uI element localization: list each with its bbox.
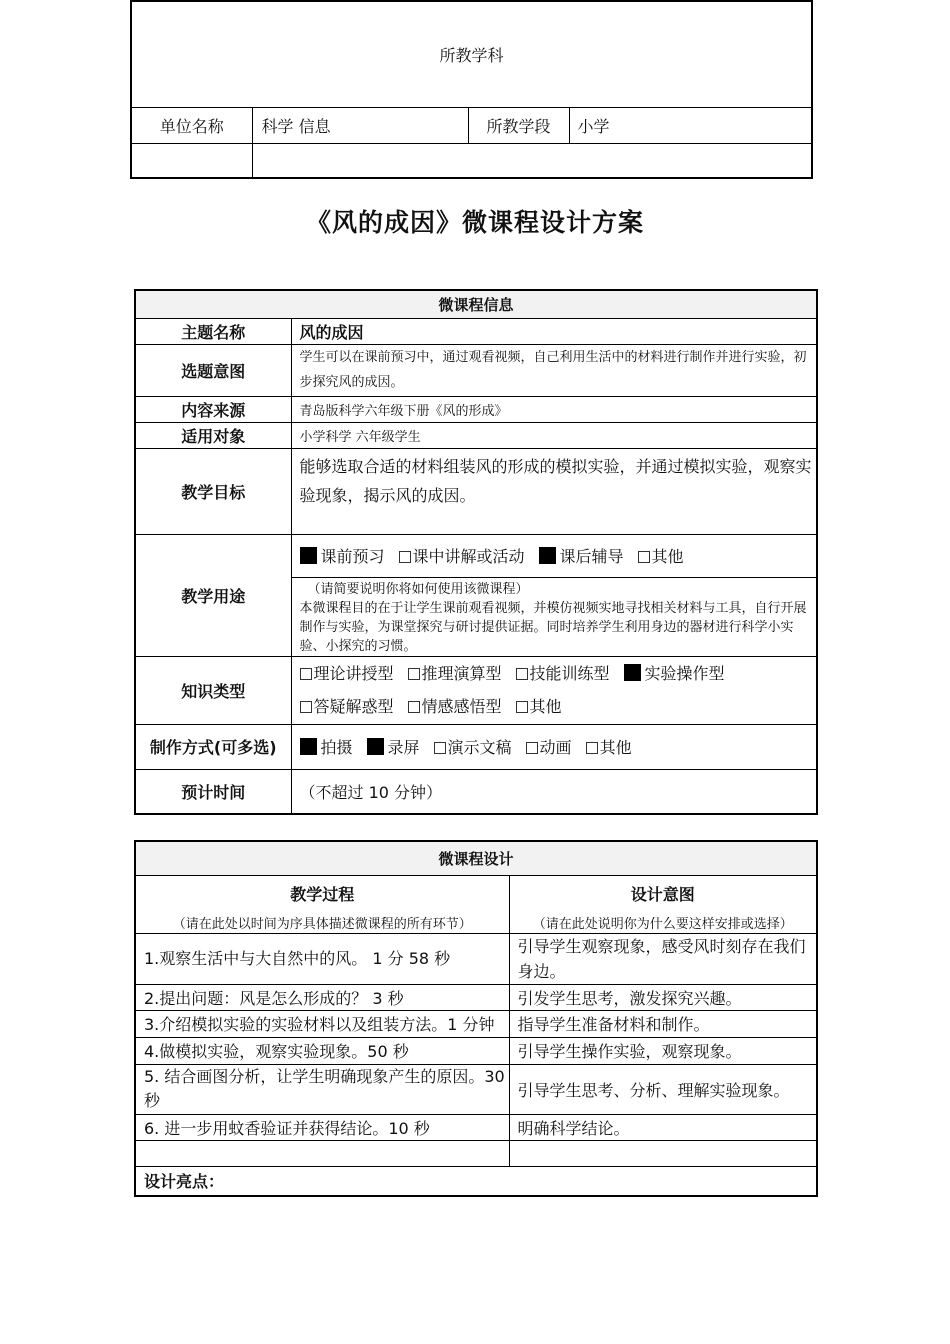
goal-value: 能够选取合适的材料组装风的形成的模拟实验，并通过模拟实验，观察实验现象，揭示风的成因。 [291, 448, 817, 534]
unit-label: 单位名称 [131, 107, 252, 143]
checkbox-icon[interactable] [586, 742, 598, 754]
col1-header [135, 875, 509, 933]
intent-label: 选题意图 [135, 344, 291, 396]
intent-cell: 引导学生操作实验，观察现象。 [509, 1037, 817, 1064]
checkbox-icon[interactable] [638, 551, 650, 563]
topic-label: 主题名称 [135, 318, 291, 344]
info-section-title: 微课程信息 [135, 290, 817, 318]
option-knowledge_options-0[interactable] [300, 664, 394, 683]
source-value: 青岛版科学六年级下册《风的形成》 [291, 396, 817, 422]
checkbox-icon[interactable] [408, 668, 420, 680]
goal-label: 教学目标 [135, 448, 291, 534]
checked-checkbox-icon[interactable] [624, 664, 641, 681]
intent-cell: 指导学生准备材料和制作。 [509, 1010, 817, 1037]
page-title: 《风的成因》微课程设计方案 [305, 208, 644, 237]
option-label: 实验操作型 [644, 664, 725, 683]
col1-hint: （请在此处以时间为序具体描述微课程的所有环节） [172, 916, 472, 932]
usage-description [291, 577, 817, 656]
design-section-title: 微课程设计 [135, 841, 817, 875]
process-cell: 3.介绍模拟实验的实验材料以及组装方法。1 分钟 [135, 1010, 509, 1037]
table-row [135, 984, 817, 1010]
option-method_options-0[interactable] [300, 738, 353, 757]
intent-value: 学生可以在课前预习中，通过观看视频，自己利用生活中的材料进行制作并进行实验，初步探究风的成因。 [291, 344, 817, 396]
checked-checkbox-icon[interactable] [300, 738, 317, 755]
process-cell: 4.做模拟实验，观察实验现象。50 秒 [135, 1037, 509, 1064]
checkbox-icon[interactable] [300, 668, 312, 680]
option-label: 演示文稿 [447, 738, 512, 757]
empty-cell [131, 143, 252, 178]
checkbox-icon[interactable] [434, 742, 446, 754]
table-row [135, 1010, 817, 1037]
table-row [135, 1114, 817, 1140]
col2-hint: （请在此处说明你为什么要这样安排或选择） [532, 916, 793, 932]
checkbox-icon[interactable] [408, 701, 420, 713]
option-label: 技能训练型 [529, 664, 610, 683]
option-usage_options-1[interactable] [399, 547, 525, 566]
col1-title: 教学过程 [290, 884, 355, 904]
usage-label: 教学用途 [135, 534, 291, 656]
source-label: 内容来源 [135, 396, 291, 422]
stage-label: 所教学段 [468, 107, 569, 143]
empty-cell [252, 143, 812, 178]
time-label: 预计时间 [135, 769, 291, 814]
option-label: 课中讲解或活动 [412, 547, 525, 566]
option-label: 其他 [651, 547, 684, 566]
col2-header [509, 875, 817, 933]
table-row [135, 933, 817, 984]
usage-hint: （请简要说明你将如何使用该微课程） [307, 581, 529, 597]
topic-value: 风的成因 [291, 318, 817, 344]
table-row [135, 1064, 817, 1114]
checked-checkbox-icon[interactable] [367, 738, 384, 755]
option-knowledge_options-2[interactable] [516, 664, 610, 683]
option-knowledge_options-1[interactable] [408, 664, 502, 683]
time-value: （不超过 10 分钟） [291, 769, 817, 814]
checkbox-icon[interactable] [300, 701, 312, 713]
intent-cell: 引导学生观察现象，感受风时刻存在我们身边。 [509, 933, 817, 984]
info-table [134, 289, 818, 815]
intent-cell: 明确科学结论。 [509, 1114, 817, 1140]
intent-cell: 引导学生思考、分析、理解实验现象。 [509, 1064, 817, 1114]
col2-title: 设计意图 [630, 884, 695, 904]
option-label: 答疑解惑型 [313, 697, 394, 716]
option-label: 动画 [539, 738, 572, 757]
option-knowledge_options-4[interactable] [300, 697, 394, 716]
option-label: 其他 [599, 738, 632, 757]
option-knowledge_options-6[interactable] [516, 697, 562, 716]
knowledge-label: 知识类型 [135, 656, 291, 724]
checked-checkbox-icon[interactable] [539, 547, 556, 564]
option-knowledge_options-3[interactable] [624, 664, 725, 683]
option-method_options-1[interactable] [367, 738, 420, 757]
header-table [130, 0, 813, 179]
audience-label: 适用对象 [135, 422, 291, 448]
checkbox-icon[interactable] [516, 701, 528, 713]
empty-cell [135, 1140, 509, 1166]
option-label: 拍摄 [320, 738, 353, 757]
checkbox-icon[interactable] [399, 551, 411, 563]
table-row [135, 1037, 817, 1064]
checkbox-icon[interactable] [526, 742, 538, 754]
option-label: 录屏 [387, 738, 420, 757]
checked-checkbox-icon[interactable] [300, 547, 317, 564]
highlight-label: 设计亮点： [135, 1166, 817, 1196]
option-method_options-2[interactable] [434, 738, 512, 757]
usage-desc: 本微课程目的在于让学生课前观看视频，并模仿视频实地寻找相关材料与工具，自行开展制作与实验，为课堂探究与研讨提供证据。同时培养学生利用身边的器材进行科学小实验、小探究的习惯。 [299, 600, 807, 654]
usage-options [291, 534, 817, 577]
option-label: 推理演算型 [421, 664, 502, 683]
process-cell: 5. 结合画图分析，让学生明确现象产生的原因。30 秒 [135, 1064, 509, 1114]
process-cell: 2.提出问题：风是怎么形成的？ 3 秒 [135, 984, 509, 1010]
method-label: 制作方式(可多选) [135, 724, 291, 769]
process-cell: 6. 进一步用蚊香验证并获得结论。10 秒 [135, 1114, 509, 1140]
option-knowledge_options-5[interactable] [408, 697, 502, 716]
option-label: 其他 [529, 697, 562, 716]
option-label: 课前预习 [320, 547, 385, 566]
stage-value: 小学 [569, 107, 812, 143]
table-row [135, 1140, 817, 1166]
option-usage_options-0[interactable] [300, 547, 385, 566]
audience-value: 小学科学 六年级学生 [291, 422, 817, 448]
subject-label: 所教学科 [131, 1, 812, 107]
knowledge-options [291, 656, 817, 724]
unit-value: 科学 信息 [252, 107, 468, 143]
option-method_options-3[interactable] [526, 738, 572, 757]
design-table [134, 840, 818, 1197]
checkbox-icon[interactable] [516, 668, 528, 680]
option-label: 课后辅导 [559, 547, 624, 566]
option-method_options-4[interactable] [586, 738, 632, 757]
option-label: 情感感悟型 [421, 697, 502, 716]
option-usage_options-2[interactable] [539, 547, 624, 566]
empty-cell [509, 1140, 817, 1166]
process-cell: 1.观察生活中与大自然中的风。 1 分 58 秒 [135, 933, 509, 984]
option-usage_options-3[interactable] [638, 547, 684, 566]
intent-cell: 引发学生思考，激发探究兴趣。 [509, 984, 817, 1010]
option-label: 理论讲授型 [313, 664, 394, 683]
method-options [291, 724, 817, 769]
